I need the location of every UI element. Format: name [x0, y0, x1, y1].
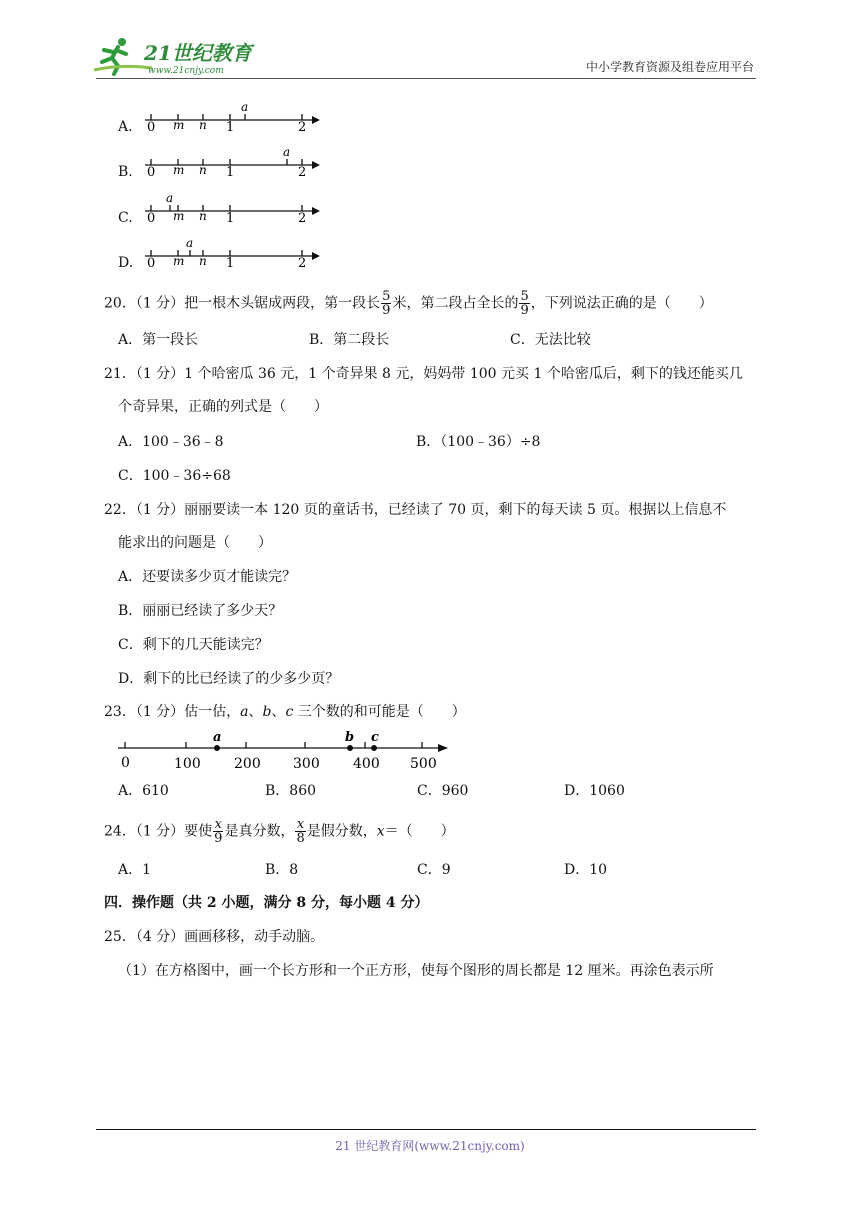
option-a[interactable]: A．610: [118, 783, 169, 799]
tick-label: m: [173, 209, 185, 223]
option-a[interactable]: A．100﹣36﹣8: [118, 434, 224, 450]
denominator: 9: [382, 303, 391, 318]
tick-label: n: [199, 163, 207, 177]
option-c[interactable]: C．9: [417, 862, 451, 878]
question-text: [104, 818, 455, 845]
tick-label: m: [173, 254, 185, 268]
fraction: [381, 290, 391, 317]
question-middle: 米，第二段占全长的: [392, 295, 519, 312]
option-d[interactable]: D．1060: [564, 783, 625, 799]
tick-label: 0: [121, 755, 130, 771]
tick-label: n: [199, 209, 207, 223]
number-line: [140, 232, 330, 272]
variable-a: a: [240, 704, 249, 720]
option-d[interactable]: D．10: [564, 862, 608, 878]
question-line: 个奇异果，正确的列式是（ ）: [118, 399, 328, 415]
tick-label: 200: [234, 756, 261, 772]
variable-b: b: [262, 704, 272, 720]
variable-x: x: [376, 823, 385, 840]
denominator: 9: [520, 303, 529, 318]
logo-text: 21世纪教育: [144, 41, 252, 65]
option-b[interactable]: B．8: [265, 862, 299, 878]
section-heading: 四．操作题（共 2 小题，满分 8 分，每小题 4 分）: [104, 895, 429, 911]
tick-label: 300: [293, 756, 320, 772]
tick-label: 500: [410, 756, 437, 772]
question-suffix: ，下列说法正确的是（ ）: [530, 295, 713, 312]
numerator: 5: [520, 289, 529, 304]
denominator: 8: [296, 831, 305, 846]
question-text-part: 是假分数，: [306, 823, 377, 840]
number-line: [140, 141, 330, 181]
question-suffix: ＝（ ）: [384, 823, 455, 840]
header-divider: [96, 78, 756, 79]
separator: 、: [248, 704, 263, 720]
point-b: [347, 745, 353, 751]
question-text: [104, 290, 713, 317]
option-a[interactable]: A．第一段长: [118, 332, 199, 348]
tick-label: 0: [147, 120, 156, 135]
question-prefix: 24．（1 分）要使: [104, 823, 213, 840]
tick-label: 1: [226, 256, 235, 271]
question-text: [104, 702, 466, 722]
question-line: 21．（1 分）1 个哈密瓜 36 元，1 个奇异果 8 元，妈妈带 100 元买 1 个哈密瓜后，剩下的钱还能买几: [104, 366, 743, 382]
number-line: [112, 728, 457, 776]
option-d[interactable]: D．剩下的比已经读了的少多少页？: [118, 671, 340, 687]
point-label: a: [186, 236, 194, 250]
tick-label: n: [199, 118, 207, 132]
question-prefix: 20．（1 分）把一根木头锯成两段，第一段长: [104, 295, 381, 312]
tick-label: n: [199, 254, 207, 268]
tick-label: m: [173, 118, 185, 132]
point-a: [214, 745, 220, 751]
tick-label: 100: [174, 756, 201, 772]
tick-label: 1: [226, 211, 235, 226]
numerator: 5: [382, 289, 391, 304]
number-line: [140, 187, 330, 227]
option-letter: D.: [118, 255, 134, 271]
tick-label: 400: [353, 756, 380, 772]
option-b[interactable]: B．（100﹣36）÷8: [416, 434, 541, 450]
point-label: a: [283, 145, 291, 159]
fraction: [519, 290, 529, 317]
tick-label: 1: [226, 120, 235, 135]
option-b[interactable]: B．第二段长: [309, 332, 390, 348]
question-prefix: 23．（1 分）估一估，: [104, 704, 241, 720]
question-title: 25．（4 分）画画移移，动手动脑。: [104, 929, 325, 945]
option-letter: A.: [118, 119, 133, 135]
footer-link[interactable]: 21 世纪教育网(www.21cnjy.com): [335, 1139, 525, 1153]
option-c[interactable]: C．无法比较: [510, 332, 591, 348]
tick-label: 0: [147, 165, 156, 180]
fraction: [213, 818, 223, 845]
question-part: （1）在方格图中，画一个长方形和一个正方形，使每个图形的周长都是 12 厘米。再涂色表示所: [118, 963, 714, 979]
point-label: a: [241, 100, 249, 114]
tick-label: 0: [147, 211, 156, 226]
platform-name: 中小学教育资源及组卷应用平台: [585, 60, 754, 74]
point-label: c: [371, 730, 379, 745]
tick-label: 0: [147, 256, 156, 271]
separator: 、: [271, 704, 286, 720]
question-suffix: 三个数的和可能是（ ）: [293, 704, 466, 720]
question-line: 22．（1 分）丽丽要读一本 120 页的童话书，已经读了 70 页，剩下的每天读 5 页。根据以上信息不: [104, 502, 727, 518]
option-b[interactable]: B．860: [265, 783, 317, 799]
option-b[interactable]: B．丽丽已经读了多少天？: [118, 603, 283, 619]
numerator: x: [214, 817, 222, 832]
option-letter: C.: [118, 210, 133, 226]
tick-label: 1: [226, 165, 235, 180]
tick-label: 2: [298, 165, 307, 180]
footer-divider: [96, 1129, 756, 1130]
question-middle: 是真分数，: [224, 823, 295, 840]
point-label: a: [166, 191, 174, 205]
fraction: [295, 818, 305, 845]
option-c[interactable]: C．剩下的几天能读完？: [118, 637, 269, 653]
logo: [92, 34, 262, 78]
point-label: b: [345, 730, 355, 745]
tick-label: m: [173, 163, 185, 177]
option-letter: B.: [118, 164, 133, 180]
tick-label: 2: [298, 256, 307, 271]
option-c[interactable]: C．100﹣36÷68: [118, 468, 231, 484]
option-a[interactable]: A．1: [118, 862, 152, 878]
option-c[interactable]: C．960: [417, 783, 469, 799]
numerator: x: [296, 817, 305, 832]
logo-url: www.21cnjy.com: [148, 66, 224, 76]
question-line: 能求出的问题是（ ）: [118, 535, 272, 551]
tick-label: 2: [298, 211, 307, 226]
variable-c: c: [285, 704, 294, 720]
tick-label: 2: [298, 120, 307, 135]
point-label: a: [213, 730, 222, 745]
option-a[interactable]: A．还要读多少页才能读完？: [118, 569, 297, 585]
number-line: [140, 96, 330, 136]
denominator: 9: [214, 831, 223, 846]
point-c: [371, 745, 377, 751]
